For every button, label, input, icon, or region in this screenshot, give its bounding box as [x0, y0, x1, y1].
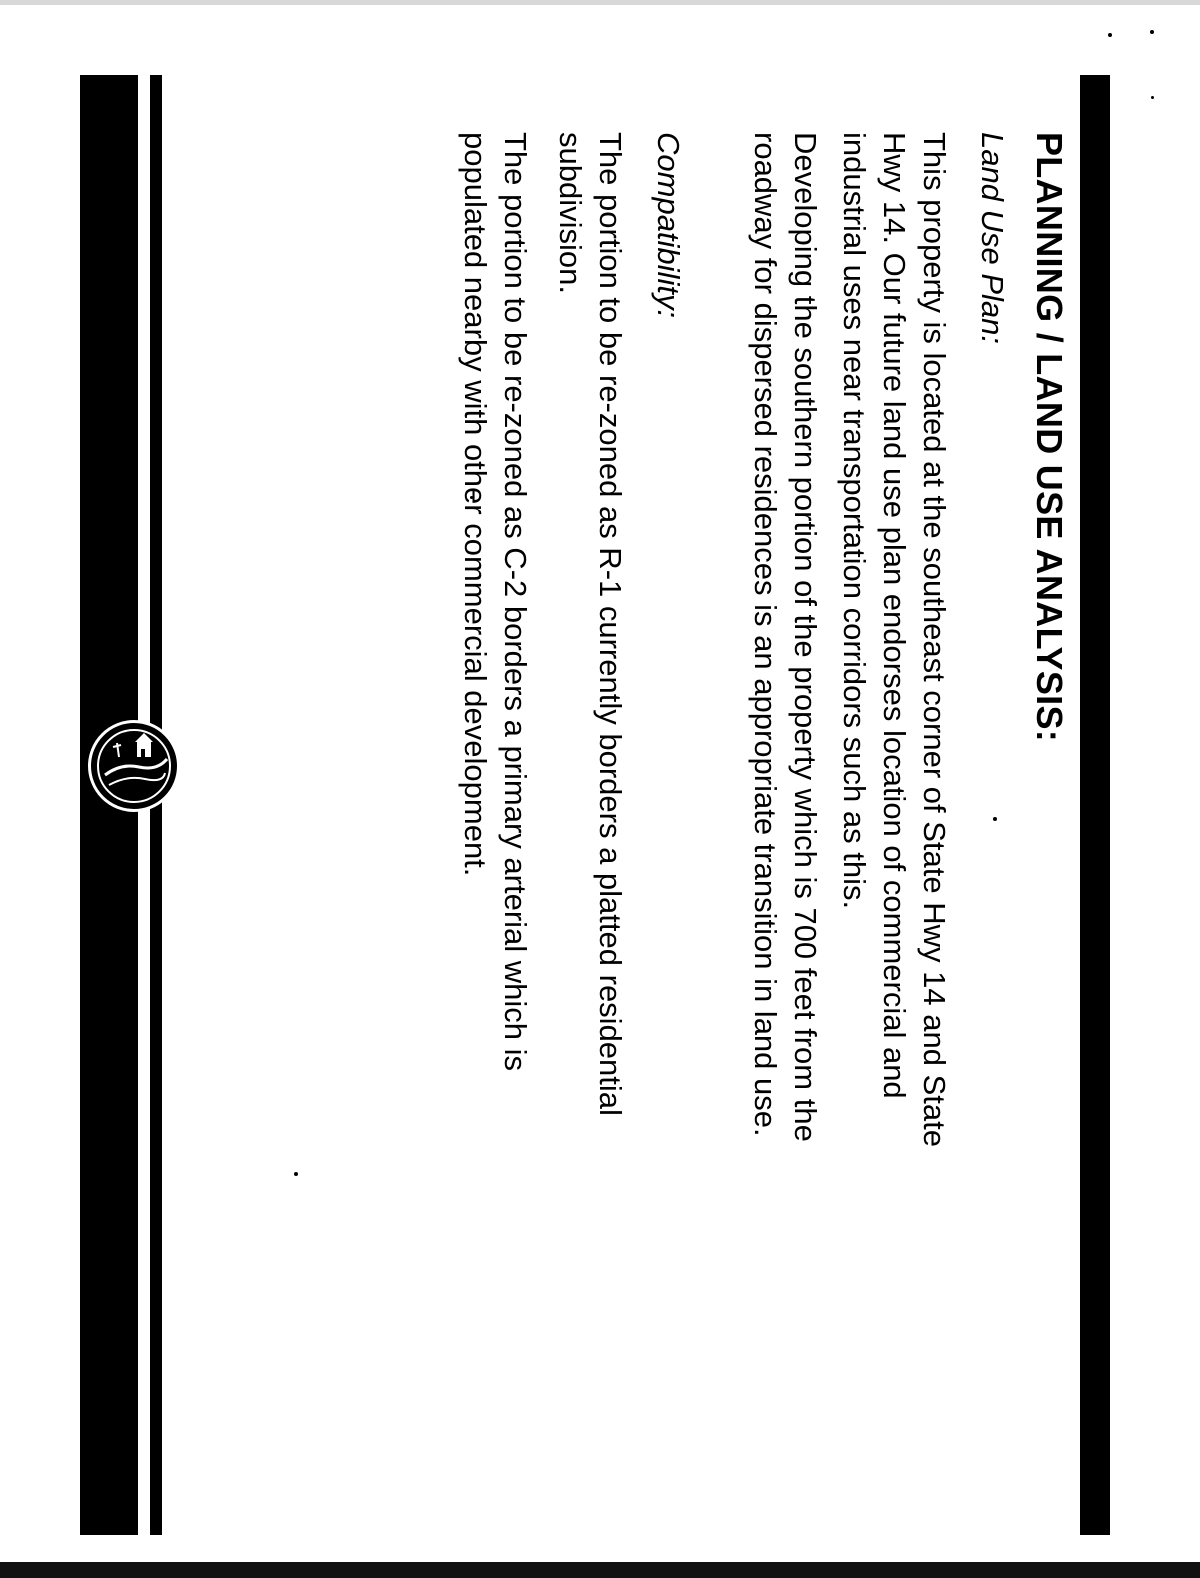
paragraph-location: This property is located at the southeast corner of State Hwy 14 and State Hwy 14. Our future land use plan endorses location of commercial and industrial uses near transportation corridors such as this.: [837, 132, 952, 1147]
section-heading-land-use-plan: Land Use Plan:: [975, 132, 1010, 344]
paragraph-southern-portion: Developing the southern portion of the property which is 700 feet from the roadway for dispersed residences is an appropriate transition in land use.: [748, 132, 823, 1142]
scan-speck: [1151, 96, 1154, 99]
paragraph-c2-zoning: The portion to be re-zoned as C-2 borders a primary arterial which is populated nearby with other commercial development.: [458, 132, 533, 1072]
scan-speck: [1108, 33, 1112, 37]
circular-emblem-icon: [88, 720, 180, 812]
scan-edge-bottom: [0, 1562, 1200, 1578]
scan-speck: [1150, 30, 1154, 34]
page-title: PLANNING / LAND USE ANALYSIS:: [1029, 132, 1070, 743]
slide-content: [210, 132, 1070, 1182]
paragraph-r1-zoning: The portion to be re-zoned as R-1 currently borders a platted residential subdivision.: [553, 132, 628, 1116]
section-heading-compatibility: Compatibility:: [651, 132, 686, 319]
header-bar: [1080, 75, 1110, 1535]
scan-edge-top: [0, 0, 1200, 5]
